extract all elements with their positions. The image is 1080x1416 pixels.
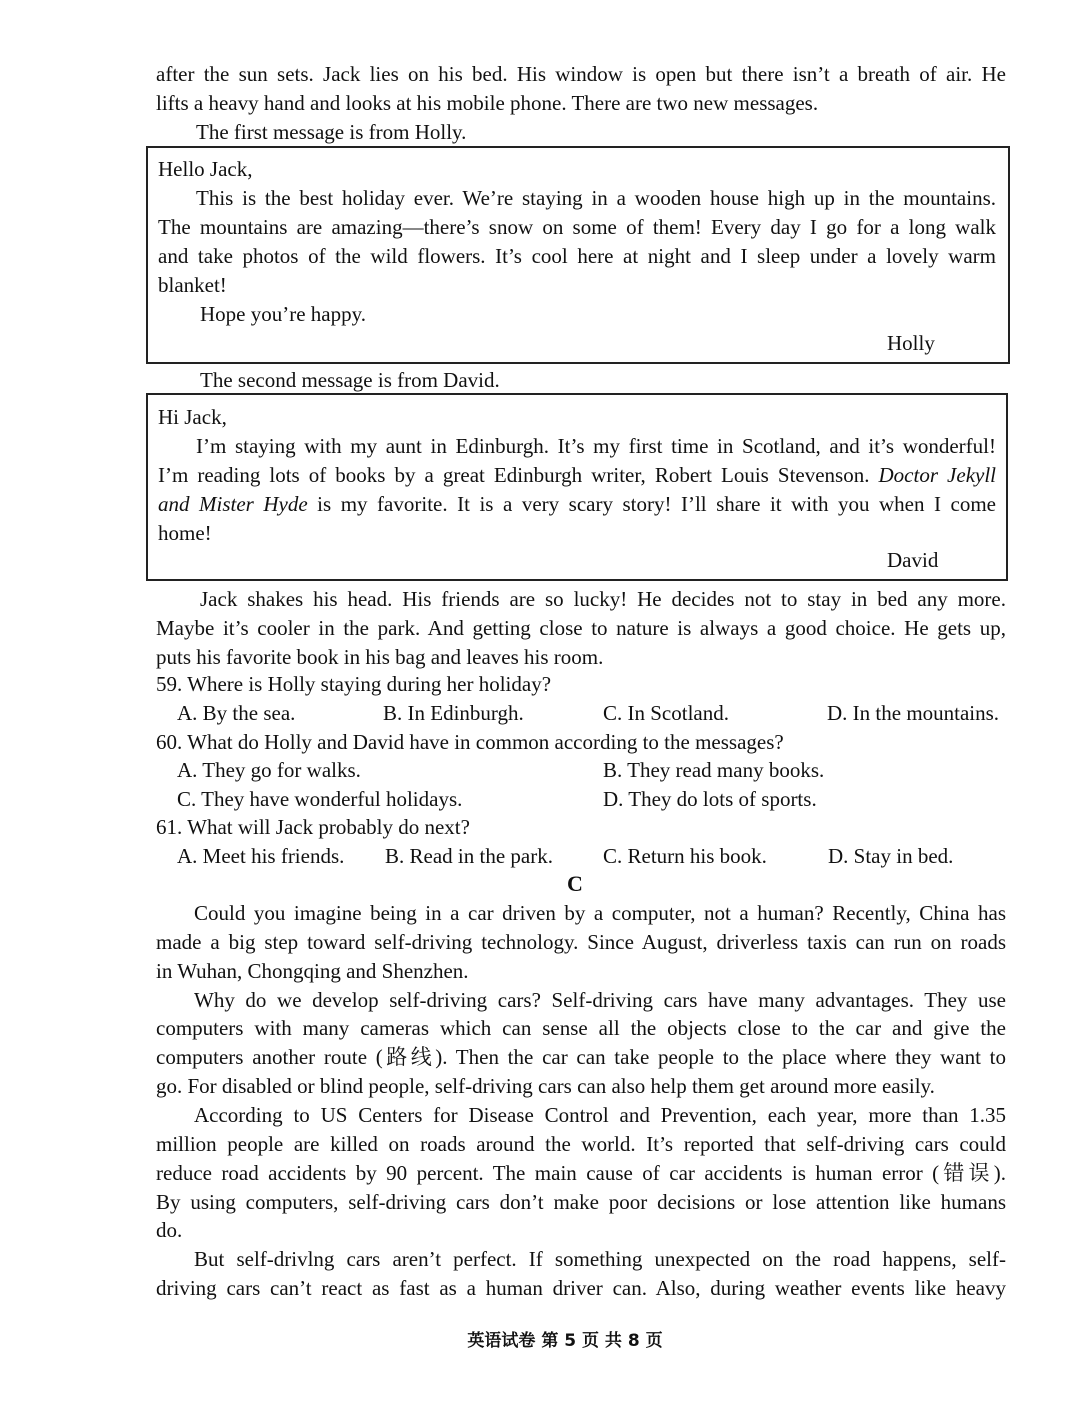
message-line: blanket! (158, 273, 227, 297)
paragraph-line: Could you imagine being in a car driven by a computer, not a human? Recently, China has (194, 901, 1006, 925)
message-line: home! (158, 521, 212, 545)
paragraph-line: million people are killed on roads around the world. It’s reported that self-driving cars could (156, 1132, 1006, 1156)
paragraph-line: According to US Centers for Disease Control and Prevention, each year, more than 1.35 (194, 1103, 1006, 1127)
question-stem: 61. What will Jack probably do next? (156, 815, 470, 839)
answer-option: A. By the sea. (177, 701, 296, 725)
message-intro: The second message is from David. (200, 368, 500, 392)
answer-option: B. Read in the park. (385, 844, 553, 868)
paragraph-line: go. For disabled or blind people, self-driving cars can also help them get around more easily. (156, 1074, 935, 1098)
answer-option: C. Return his book. (603, 844, 767, 868)
section-heading: C (567, 871, 583, 896)
paragraph-line: after the sun sets. Jack lies on his bed. His window is open but there isn’t a breath of air. He (156, 62, 1006, 86)
paragraph-line: do. (156, 1218, 183, 1242)
question-stem: 59. Where is Holly staying during her holiday? (156, 672, 552, 696)
answer-option: D. They do lots of sports. (603, 787, 817, 811)
message-line: This is the best holiday ever. We’re staying in a wooden house high up in the mountains. (196, 186, 996, 210)
book-title: and Mister Hyde (158, 492, 308, 516)
paragraph-line: driving cars can’t react as fast as a human driver can. Also, during weather events like heavy (156, 1276, 1006, 1300)
message-signature: Holly (887, 331, 935, 355)
message-line (158, 490, 996, 519)
paragraph-line: computers another route (路线). Then the car can take people to the place where they want to (156, 1045, 1006, 1069)
paragraph-line: Maybe it’s cooler in the park. And getting close to nature is always a good choice. He gets up, (156, 616, 1006, 640)
paragraph-line: lifts a heavy hand and looks at his mobile phone. There are two new messages. (156, 91, 819, 115)
paragraph-line: reduce road accidents by 90 percent. The main cause of car accidents is human error (错误). (156, 1161, 1006, 1185)
page-footer: 英语试卷 第 5 页 共 8 页 (467, 1331, 663, 1351)
answer-option: A. Meet his friends. (177, 844, 345, 868)
message-greeting: Hi Jack, (158, 405, 227, 429)
answer-option: B. They read many books. (603, 758, 825, 782)
book-title: Doctor Jekyll (878, 463, 996, 487)
answer-option: C. In Scotland. (603, 701, 729, 725)
answer-option: C. They have wonderful holidays. (177, 787, 463, 811)
paragraph-line: By using computers, self-driving cars don’t make poor decisions or lose attention like humans (156, 1190, 1006, 1214)
message-greeting: Hello Jack, (158, 157, 253, 181)
paragraph-line: made a big step toward self-driving technology. Since August, driverless taxis can run on roads (156, 930, 1006, 954)
message-text: is my favorite. It is a very scary story! I’ll share it with you when I come (307, 492, 996, 516)
paragraph-line: Why do we develop self-driving cars? Self-driving cars have many advantages. They use (194, 988, 1006, 1012)
message-text: I’m reading lots of books by a great Edinburgh writer, Robert Louis Stevenson. (158, 463, 870, 487)
question-stem: 60. What do Holly and David have in common according to the messages? (156, 730, 784, 754)
answer-option: B. In Edinburgh. (383, 701, 524, 725)
message-line: I’m staying with my aunt in Edinburgh. It’s my first time in Scotland, and it’s wonderful! (196, 434, 996, 458)
paragraph-line: puts his favorite book in his bag and leaves his room. (156, 645, 604, 669)
paragraph-line: Jack shakes his head. His friends are so lucky! He decides not to stay in bed any more. (200, 587, 1006, 611)
message-line: and take photos of the wild flowers. It’s cool here at night and I sleep under a lovely warm (158, 244, 996, 268)
message-closing: Hope you’re happy. (200, 302, 367, 326)
answer-option: D. Stay in bed. (828, 844, 954, 868)
message-line: The mountains are amazing—there’s snow on some of them! Every day I go for a long walk (158, 215, 996, 239)
answer-option: D. In the mountains. (827, 701, 1000, 725)
answer-option: A. They go for walks. (177, 758, 361, 782)
message-line (158, 461, 996, 490)
message-signature: David (887, 548, 939, 572)
paragraph-line: computers with many cameras which can sense all the objects close to the car and give the (156, 1016, 1006, 1040)
paragraph-line: But self-drivlng cars aren’t perfect. If something unexpected on the road happens, self- (194, 1247, 1006, 1271)
message-intro: The first message is from Holly. (196, 120, 467, 144)
paragraph-line: in Wuhan, Chongqing and Shenzhen. (156, 959, 469, 983)
